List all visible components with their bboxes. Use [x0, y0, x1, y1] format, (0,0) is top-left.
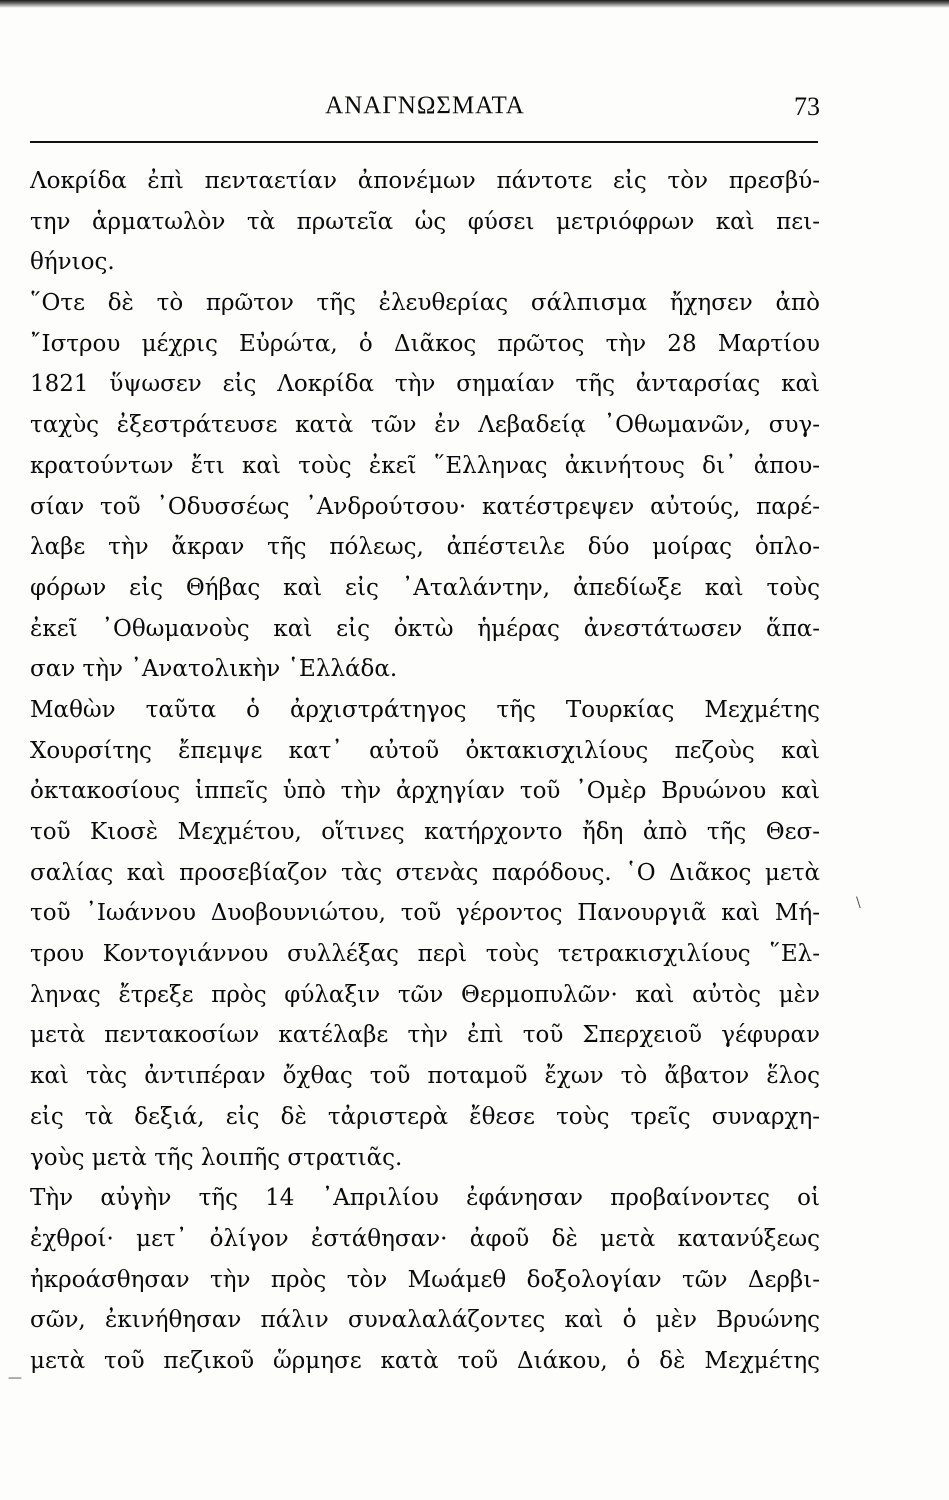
text-line: μετὰ πεντακοσίων κατέλαβε τὴν ἐπὶ τοῦ Σπερχειοῦ γέφυραν — [30, 1022, 820, 1049]
text-line: λαβε τὴν ἄκραν τῆς πόλεως, ἀπέστειλε δύο μοίρας ὁπλο- — [30, 534, 820, 561]
text-line: 1821 ὕψωσεν εἰς Λοκρίδα τὴν σημαίαν τῆς ἀνταρσίας καὶ — [30, 371, 820, 398]
text-line: σίαν τοῦ ᾿Οδυσσέως ᾿Ανδρούτσου· κατέστρεψεν αὐτούς, παρέ- — [30, 493, 820, 520]
page-top-edge — [0, 0, 949, 8]
text-line: ῞Οτε δὲ τὸ πρῶτον τῆς ἐλευθερίας σάλπισμα ἤχησεν ἀπὸ — [30, 290, 820, 317]
text-line: κρατούντων ἔτι καὶ τοὺς ἐκεῖ ῞Ελληνας ἀκινήτους δι᾿ ἀπου- — [30, 452, 820, 479]
text-line: την ἁρματωλὸν τὰ πρωτεῖα ὡς φύσει μετριόφρων καὶ πει- — [30, 208, 820, 235]
body-text — [30, 161, 820, 1382]
text-line: εἰς τὰ δεξιά, εἰς δὲ τἀριστερὰ ἔθεσε τοὺς τρεῖς συναρχη- — [30, 1103, 820, 1130]
text-line: σαλίας καὶ προσεβίαζον τὰς στενὰς παρόδους. ῾Ο Διᾶκος μετὰ — [30, 859, 820, 886]
text-line: ῎Ιστρου μέχρις Εὐρώτα, ὁ Διᾶκος πρῶτος τὴν 28 Μαρτίου — [30, 330, 820, 357]
text-line: ληνας ἔτρεξε πρὸς φύλαξιν τῶν Θερμοπυλῶν· καὶ αὐτὸς μὲν — [30, 981, 820, 1008]
text-line: θήνιος. — [30, 249, 115, 276]
text-line: ἠκροάσθησαν τὴν πρὸς τὸν Μωάμεθ δοξολογίαν τῶν Δερβι- — [30, 1266, 820, 1293]
margin-mark: — — [8, 1370, 22, 1386]
text-line: ἐχθροί· μετ᾿ ὀλίγον ἐστάθησαν· ἀφοῦ δὲ μετὰ κατανύξεως — [30, 1225, 820, 1252]
text-line: τοῦ ᾿Ιωάννου Δυοβουνιώτου, τοῦ γέροντος Πανουργιᾶ καὶ Μή- — [30, 900, 820, 927]
text-line: Λοκρίδα ἐπὶ πενταετίαν ἀπονέμων πάντοτε εἰς τὸν πρεσβύ- — [30, 168, 820, 194]
text-line: Τὴν αὐγὴν τῆς 14 ᾿Απριλίου ἐφάνησαν προβαίνοντες οἱ — [30, 1185, 820, 1212]
text-line: μετὰ τοῦ πεζικοῦ ὥρμησε κατὰ τοῦ Διάκου, ὁ δὲ Μεχμέτης — [30, 1347, 820, 1374]
text-line: Μαθὼν ταῦτα ὁ ἀρχιστράτηγος τῆς Τουρκίας Μεχμέτης — [30, 696, 820, 723]
text-line: Χουρσίτης ἔπεμψε κατ᾿ αὐτοῦ ὀκτακισχιλίους πεζοὺς καὶ — [30, 737, 820, 764]
text-line: φόρων εἰς Θήβας καὶ εἰς ᾿Αταλάντην, ἀπεδίωξε καὶ τοὺς — [30, 574, 820, 601]
page-number: 73 — [794, 92, 820, 121]
text-line: σῶν, ἐκινήθησαν πάλιν συναλαλάζοντες καὶ ὁ μὲν Βρυώνης — [30, 1307, 820, 1334]
running-head — [30, 92, 820, 132]
text-line: ἐκεῖ ᾿Οθωμανοὺς καὶ εἰς ὀκτὼ ἡμέρας ἀνεστάτωσεν ἅπα- — [30, 615, 820, 642]
running-title: ΑΝΑΓΝΩΣΜΑΤΑ — [325, 92, 525, 119]
text-line: σαν τὴν ᾿Ανατολικὴν ῾Ελλάδα. — [30, 656, 398, 683]
margin-mark: \ — [856, 895, 861, 911]
text-line: τοῦ Κιοσὲ Μεχμέτου, οἵτινες κατήρχοντο ἤδη ἀπὸ τῆς Θεσ- — [30, 819, 820, 845]
text-line: ταχὺς ἐξεστράτευσε κατὰ τῶν ἐν Λεβαδείᾳ ᾿Οθωμανῶν, συγ- — [30, 412, 820, 439]
text-line: γοὺς μετὰ τῆς λοιπῆς στρατιᾶς. — [30, 1144, 403, 1171]
text-line: τρου Κοντογιάννου συλλέξας περὶ τοὺς τετρακισχιλίους ῞Ελ- — [30, 941, 820, 968]
text-line: ὀκτακοσίους ἱππεῖς ὑπὸ τὴν ἀρχηγίαν τοῦ ᾿Ομὲρ Βρυώνου καὶ — [30, 778, 820, 805]
text-line: καὶ τὰς ἀντιπέραν ὄχθας τοῦ ποταμοῦ ἔχων τὸ ἄβατον ἕλος — [30, 1063, 820, 1090]
header-rule — [30, 141, 818, 143]
